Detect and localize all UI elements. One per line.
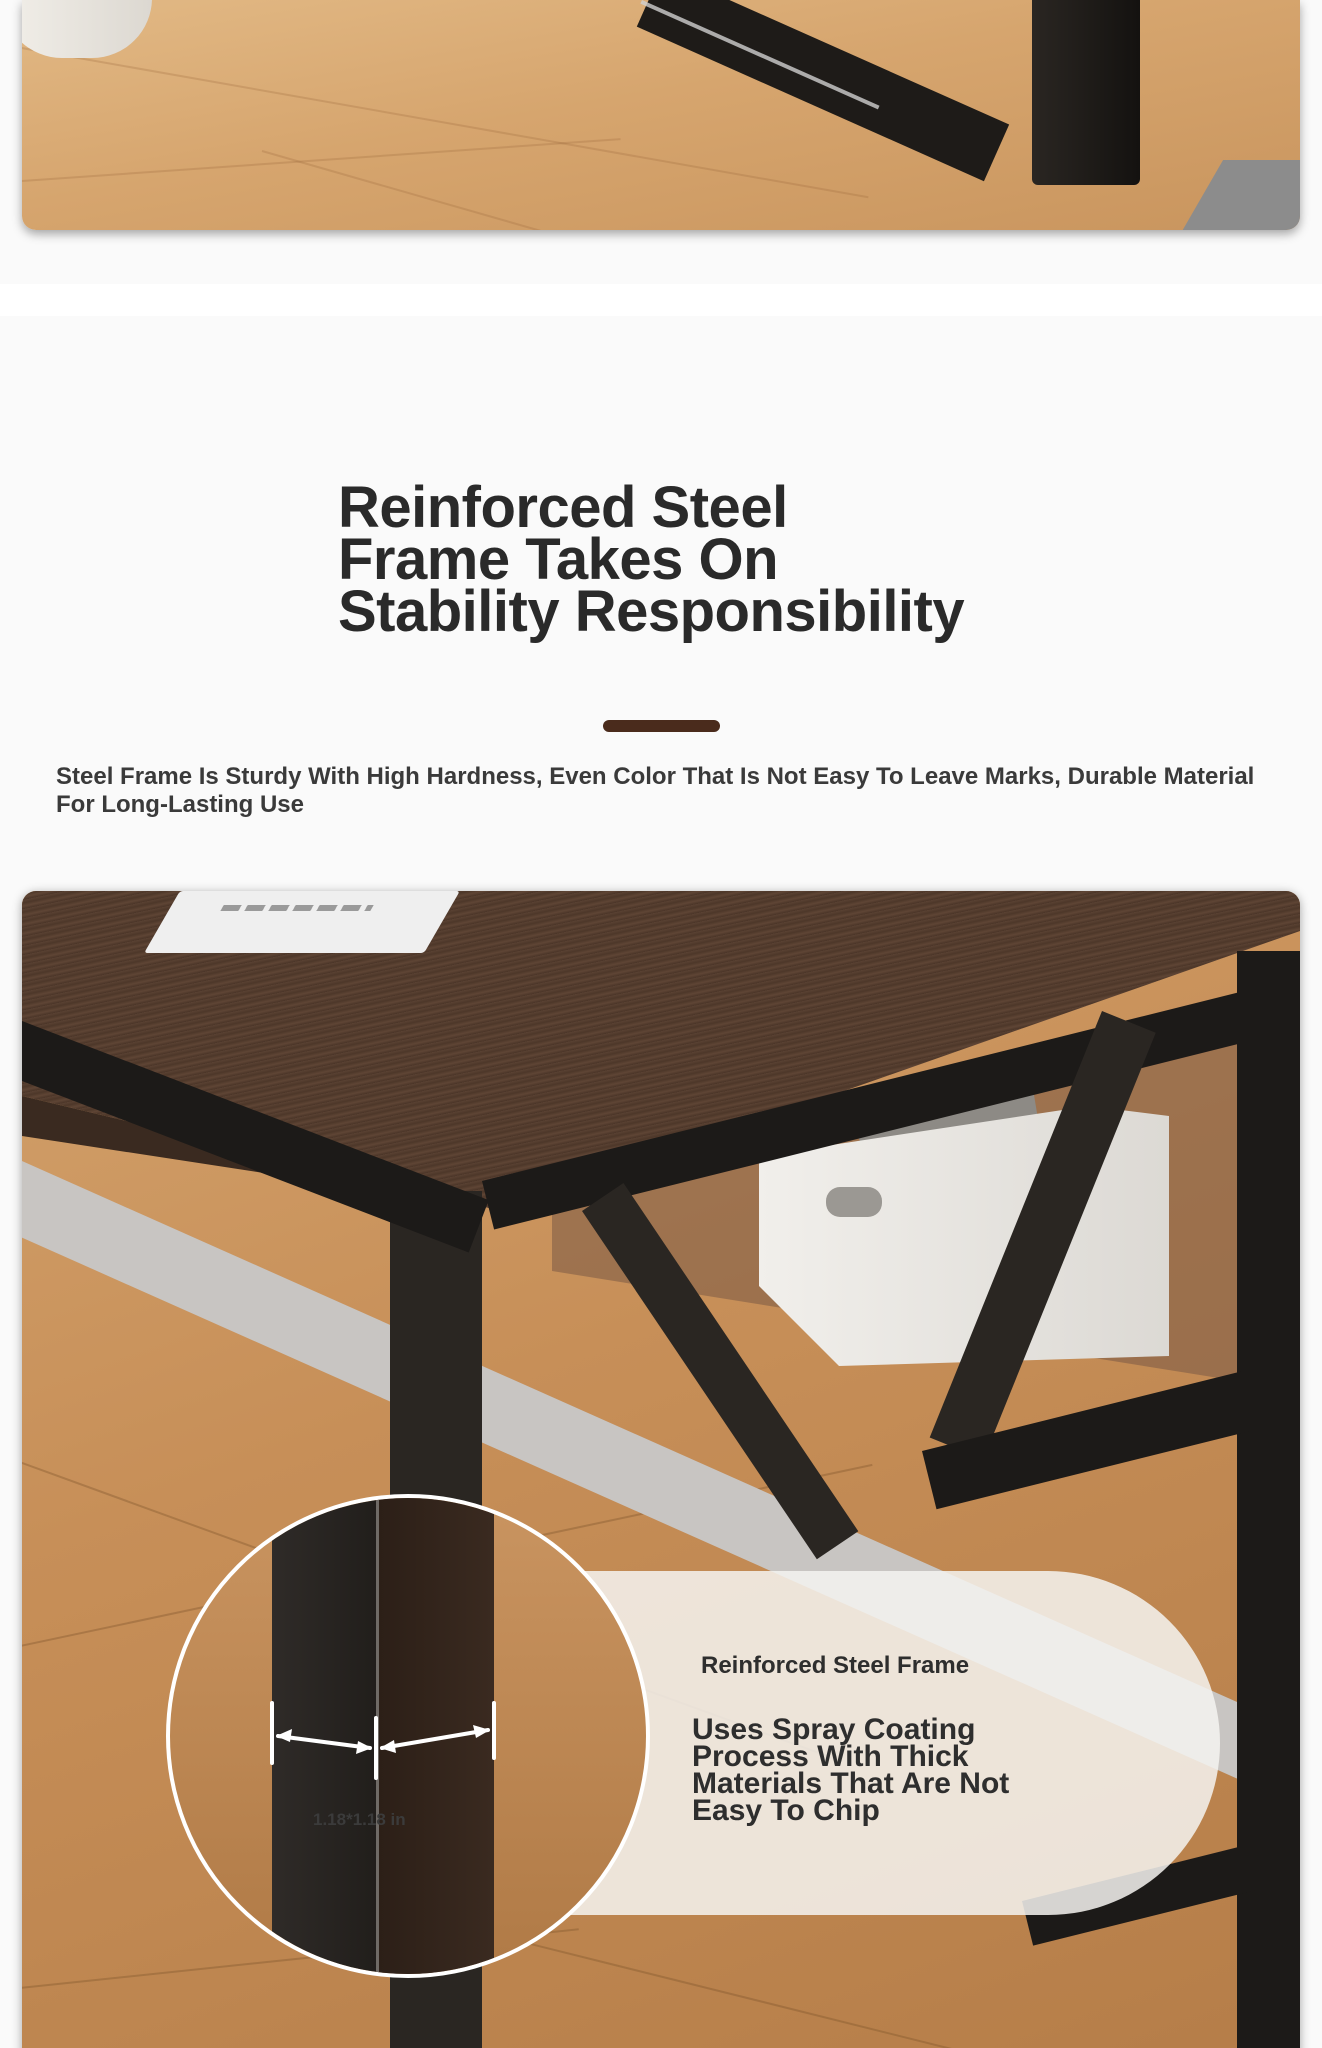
callout-body-line-1: Uses Spray Coating <box>692 1713 976 1746</box>
headline-line-3: Stability Responsibility <box>338 579 965 644</box>
top-product-image <box>22 0 1300 230</box>
section-divider <box>0 284 1322 316</box>
cup-illustration <box>22 0 152 58</box>
dimension-arrows-icon <box>170 1498 650 1978</box>
book-illustration <box>144 891 460 953</box>
dimension-label: 1.18*1.18 in <box>313 1810 406 1829</box>
callout-body-line-2: Process With Thick <box>692 1740 969 1773</box>
headline-line-2: Frame Takes On <box>338 527 779 592</box>
zoom-detail-circle <box>166 1494 650 1978</box>
accent-bar <box>603 720 720 732</box>
section-headline <box>338 475 1038 644</box>
callout-body-line-4: Easy To Chip <box>692 1794 880 1827</box>
headline-line-1: Reinforced Steel <box>338 475 788 540</box>
callout-title: Reinforced Steel Frame <box>701 1652 970 1679</box>
callout-body-line-3: Materials That Are Not <box>692 1767 1010 1800</box>
callout-body <box>692 1713 1112 1827</box>
section-description: Steel Frame Is Sturdy With High Hardness, Even Color That Is Not Easy To Leave Marks, Durable Material For Long-Lasting Use <box>56 763 1255 818</box>
